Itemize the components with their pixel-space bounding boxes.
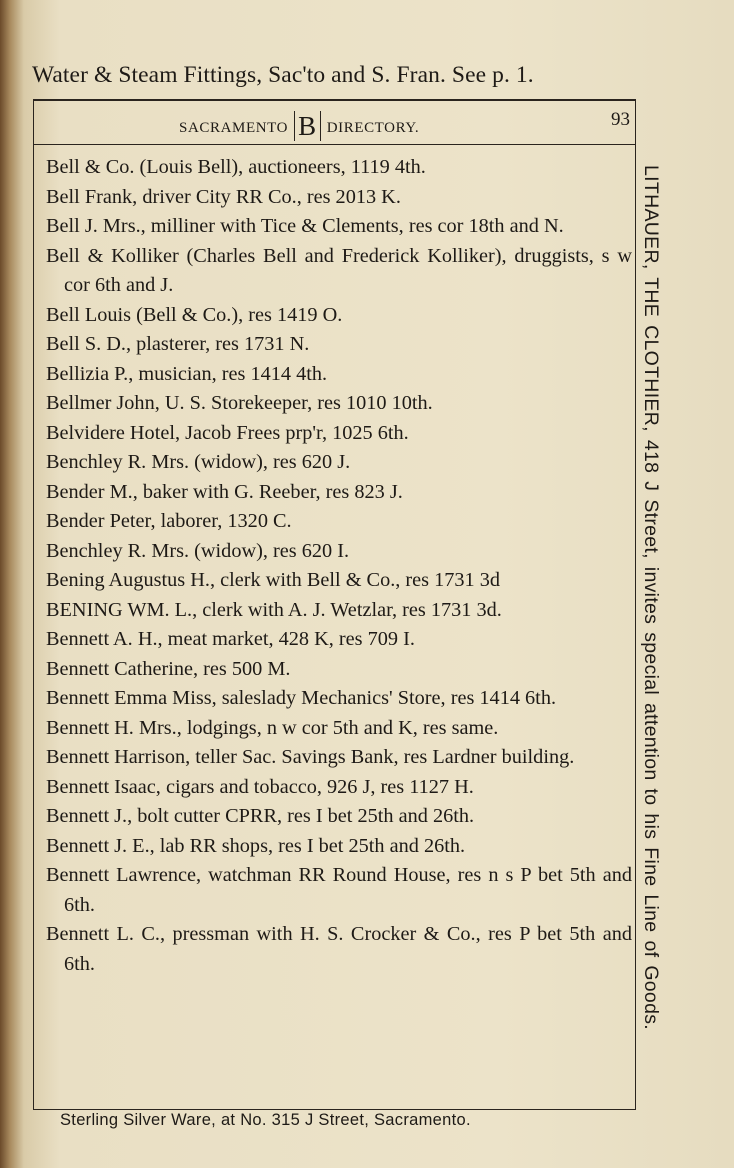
directory-entry: Bening Augustus H., clerk with Bell & Co., res 1731 3d <box>46 569 501 591</box>
directory-entries <box>46 153 632 979</box>
header-city: SACRAMENTO <box>179 120 289 136</box>
directory-entry: BENING WM. L., clerk with A. J. Wetzlar, res 1731 3d. <box>46 598 502 621</box>
top-advertisement: Water & Steam Fittings, Sac'to and S. Fran. See p. 1. <box>32 62 534 88</box>
header-title: DIRECTORY. <box>326 120 420 136</box>
directory-entry: Bellizia P., musician, res 1414 4th. <box>46 362 328 385</box>
directory-entry: Bennett J., bolt cutter CPRR, res I bet 25th and 26th. <box>46 805 475 827</box>
directory-entry: Bender Peter, laborer, 1320 C. <box>46 510 292 532</box>
header-letter: B <box>294 111 321 141</box>
directory-entry: Bennett J. E., lab RR shops, res I bet 25th and 26th. <box>46 834 466 857</box>
side-advertisement: LITHAUER, THE CLOTHIER, 418 J Street, invites special attention to his Fine Line of Goods. <box>640 165 662 1030</box>
directory-entry: Bellmer John, U. S. Storekeeper, res 1010 10th. <box>46 392 433 414</box>
page-number: 93 <box>611 109 630 130</box>
directory-entry: Bennett A. H., meat market, 428 K, res 709 I. <box>46 628 415 650</box>
footer-advertisement: Sterling Silver Ware, at No. 315 J Street, Sacramento. <box>60 1111 471 1129</box>
directory-entry: Bennett L. C., pressman with H. S. Crocker & Co., res P bet 5th and 6th. <box>46 923 632 975</box>
directory-entry: Bell Louis (Bell & Co.), res 1419 O. <box>46 303 343 326</box>
directory-entry: Benchley R. Mrs. (widow), res 620 I. <box>46 539 350 562</box>
directory-entry: Bennett Catherine, res 500 M. <box>46 657 291 680</box>
directory-entry: Belvidere Hotel, Jacob Frees prp'r, 1025 6th. <box>46 421 409 444</box>
directory-entry: Bennett Harrison, teller Sac. Savings Bank, res Lardner building. <box>46 746 575 768</box>
directory-entry: Bender M., baker with G. Reeber, res 823 J. <box>46 480 403 503</box>
directory-entry: Bennett Emma Miss, saleslady Mechanics' Store, res 1414 6th. <box>46 687 557 709</box>
directory-entry: Bennett Lawrence, watchman RR Round House, res n s P bet 5th and 6th. <box>46 864 632 916</box>
directory-entry: Bennett Isaac, cigars and tobacco, 926 J, res 1127 H. <box>46 775 474 798</box>
directory-entry: Bell & Kolliker (Charles Bell and Frederick Kolliker), druggists, s w cor 6th and J. <box>46 244 632 296</box>
directory-entry: Bell & Co. (Louis Bell), auctioneers, 1119 4th. <box>46 156 426 178</box>
directory-entry: Bell J. Mrs., milliner with Tice & Clements, res cor 18th and N. <box>46 215 564 237</box>
directory-entry: Benchley R. Mrs. (widow), res 620 J. <box>46 451 351 473</box>
directory-entry: Bell S. D., plasterer, res 1731 N. <box>46 333 310 355</box>
directory-page-frame <box>33 99 636 1110</box>
directory-entry: Bennett H. Mrs., lodgings, n w cor 5th and K, res same. <box>46 716 499 739</box>
running-header <box>34 101 635 145</box>
directory-entry: Bell Frank, driver City RR Co., res 2013 K. <box>46 185 401 208</box>
